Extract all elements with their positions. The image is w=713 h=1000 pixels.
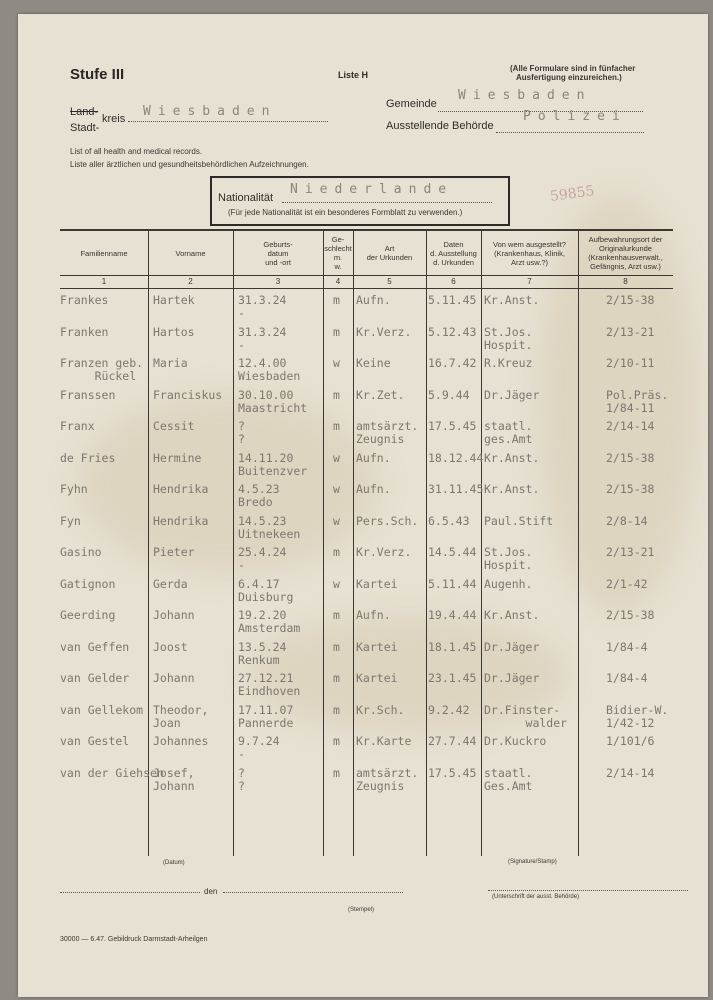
column-number: 5 [387,277,392,286]
copies-note-2: Ausfertigung einzureichen.) [516,73,622,82]
table-cell: w [333,482,340,496]
table-cell: 2/13-21 [606,324,655,339]
table-cell: 5.9.44 [428,387,470,402]
date-line [223,892,403,893]
column-divider [148,229,149,856]
table-cell: Dr.Jäger [484,387,540,402]
table-cell: Dr.Finster- walder [484,702,568,730]
table-cell: van Gelder [60,671,130,685]
column-divider [481,229,482,856]
table-cell: Paul.Stift [484,513,554,528]
table-cell: Aufn. [356,450,391,465]
table-cell: Franssen [60,387,116,402]
column-header: Vorname [175,248,206,258]
table-cell: m [333,702,340,717]
table-cell: Kr.Karte [356,734,412,748]
table-cell: 5.12.43 [428,324,477,339]
printer-line: 30000 — 6.47. Gebildruck Darmstadt-Arheilgen [60,936,208,943]
table-cell: 31.3.24 - [238,324,287,352]
table-cell: m [333,734,340,748]
table-cell: w [333,450,340,465]
stadt-label: Stadt- [70,122,100,134]
table-cell: 5.11.45 [428,293,477,307]
table-cell: 14.5.23 Uitnekeen [238,513,301,541]
table-cell: w [333,576,340,591]
behoerde-label: Ausstellende Behörde [386,120,494,132]
table-cell: 2/15-38 [606,450,655,465]
column-divider [353,229,354,856]
table-cell: Kr.Anst. [484,293,540,307]
table-cell: 19.4.44 [428,608,477,622]
table-cell: 31.3.24 - [238,293,287,320]
column-number: 3 [275,277,281,286]
table-cell: Augenh. [484,576,533,591]
table-cell: 6.5.43 [428,513,470,528]
behoerde-underline [496,132,644,133]
kreis-underline [128,121,328,122]
table-cell: Kr.Verz. [356,545,412,559]
table-cell: Johann [153,608,195,622]
english-subtitle: List of all health and medical records. [70,147,203,156]
table-cell: van Gestel [60,734,130,748]
table-cell: 2/15-38 [606,608,655,622]
table-cell: Kr.Anst. [484,482,540,496]
table-cell: Kr.Anst. [484,608,540,622]
table-cell: m [333,387,340,402]
pencil-number: 59855 [549,182,596,206]
table-cell: m [333,639,340,654]
table-cell: 2/14-14 [606,419,655,433]
table-cell: Franx [60,419,95,433]
table-cell: Franken [60,324,109,339]
table-cell: 2/1-42 [606,576,648,591]
nationality-label: Nationalität [218,192,274,204]
column-header: Aufbewahrungsort der Originalurkunde (Krankenhausverwalt., Gefängnis, Arzt usw.) [588,235,663,271]
den-label: den [204,887,218,896]
table-cell: Geerding [60,608,116,622]
table-cell: 30.10.00 Maastricht [238,387,308,415]
list-label: Liste H [338,70,369,80]
table-cell: Johann [153,671,195,685]
table-cell: m [333,671,340,685]
gemeinde-label: Gemeinde [386,98,437,110]
table-cell: 2/13-21 [606,545,655,559]
table-cell: Hermine [153,450,202,465]
signature-label: (Signature/Stamp) [508,859,557,865]
table-cell: Fyn [60,513,81,528]
column-header: Art der Urkunden [366,244,413,262]
table-cell: 2/15-38 [606,482,655,496]
behoerde-value: Polizei [523,109,627,124]
column-number: 2 [188,277,193,286]
table-cell: Aufn. [356,482,391,496]
table-cell: 14.11.20 Buitenzver [238,450,308,478]
table-cell: m [333,293,340,307]
table-number-rule [60,288,673,289]
table-cell: Fyhn [60,482,88,496]
table-cell: Kr.Sch. [356,702,405,717]
table-cell: 16.7.42 [428,356,477,370]
column-header: Daten d. Ausstellung d. Urkunden [430,239,477,267]
column-number: 7 [527,277,532,286]
column-number: 6 [451,277,456,286]
table-cell: m [333,324,340,339]
german-subtitle: Liste aller ärztlichen und gesundheitsbehördlichen Aufzeichnungen. [70,160,309,169]
table-header-rule [60,275,673,276]
column-divider [323,229,324,856]
gemeinde-value: Wiesbaden [458,88,592,103]
table-cell: Franzen geb. Rückel [60,356,144,383]
table-cell: w [333,356,340,370]
table-cell: 1/84-4 [606,639,648,654]
table-cell: m [333,545,340,559]
table-cell: Gasino [60,545,102,559]
table-cell: staatl. Ges.Amt [484,765,533,793]
column-header: Familienname [80,248,128,258]
table-cell: Frankes [60,293,109,307]
table-cell: 12.4.00 Wiesbaden [238,356,301,383]
table-cell: Aufn. [356,293,391,307]
table-cell: 25.4.24 - [238,545,287,572]
column-number: 4 [335,277,341,286]
table-cell: ? ? [238,765,245,793]
table-cell: Aufn. [356,608,391,622]
table-cell: de Fries [60,450,116,465]
table-cell: 9.7.24 - [238,734,280,761]
table-cell: Joost [153,639,188,654]
table-cell: Kr.Anst. [484,450,540,465]
table-cell: Kartei [356,576,398,591]
place-line [60,892,200,893]
nationality-value: Niederlande [290,182,454,197]
table-cell: Dr.Kuckro [484,734,547,748]
table-cell: Cessit [153,419,195,433]
table-cell: Kartei [356,639,398,654]
table-cell: Pieter [153,545,195,559]
table-cell: 2/15-38 [606,293,655,307]
land-label-struck: Land- [70,106,99,118]
table-cell: Hendrika [153,482,209,496]
table-cell: m [333,419,340,433]
table-cell: Hartos [153,324,195,339]
date-label: (Datum) [163,860,185,866]
table-cell: van Geffen [60,639,130,654]
table-cell: 6.4.17 Duisburg [238,576,294,604]
kreis-value: Wiesbaden [143,104,277,119]
nationality-note: (Für jede Nationalität ist ein besonderes Formblatt zu verwenden.) [228,208,463,217]
table-cell: 18.12.44 [428,450,484,465]
table-cell: Keine [356,356,391,370]
table-cell: 4.5.23 Bredo [238,482,280,509]
table-cell: 17.5.45 [428,419,477,433]
table-cell: 2/14-14 [606,765,655,780]
table-cell: Pers.Sch. [356,513,419,528]
table-cell: amtsärzt. Zeugnis [356,765,419,793]
table-cell: amtsärzt. Zeugnis [356,419,419,446]
table-cell: Dr.Jäger [484,671,540,685]
nationality-underline [282,202,492,203]
table-cell: 18.1.45 [428,639,477,654]
table-cell: Hartek [153,293,195,307]
column-header: Von wem ausgestellt? (Krankenhaus, Klinik, Arzt usw.?) [493,239,566,267]
table-cell: 1/84-4 [606,671,648,685]
table-cell: m [333,765,340,780]
table-cell: Pol.Präs. 1/84-11 [606,387,669,415]
table-cell: Maria [153,356,188,370]
column-header: Geburts- datum und -ort [263,239,293,267]
table-cell: 13.5.24 Renkum [238,639,287,667]
table-cell: 9.2.42 [428,702,470,717]
table-cell: 14.5.44 [428,545,477,559]
table-cell: St.Jos. Hospit. [484,324,533,352]
column-number: 8 [623,277,628,286]
table-cell: Kr.Verz. [356,324,412,339]
table-cell: Dr.Jäger [484,639,540,654]
table-cell: Kartei [356,671,398,685]
table-cell: van Gellekom [60,702,144,717]
table-cell: Bidier-W. 1/42-12 [606,702,669,730]
unterschrift-label: (Unterschrift der ausst. Behörde) [492,894,580,900]
column-divider [426,229,427,856]
table-cell: m [333,608,340,622]
table-cell: Gerda [153,576,188,591]
table-cell: van der Giehsen [60,765,164,780]
table-cell: 2/8-14 [606,513,648,528]
column-divider [233,229,234,856]
form-level-title: Stufe III [70,66,125,83]
table-cell: Johannes [153,734,209,748]
table-cell: Franciskus [153,387,223,402]
kreis-label: kreis [102,113,126,125]
table-cell: 2/10-11 [606,356,655,370]
copies-note-1: (Alle Formulare sind in fünfacher [510,64,636,73]
table-cell: ? ? [238,419,245,446]
signature-line [488,890,688,891]
table-cell: Theodor, Joan [153,702,209,730]
table-cell: 27.12.21 Eindhoven [238,671,301,698]
table-top-rule [60,229,673,231]
column-header: Ge- schlecht m. w. [324,235,352,271]
table-cell: St.Jos. Hospit. [484,545,533,572]
table-cell: 31.11.45 [428,482,484,496]
stempel-label: (Stempel) [348,907,375,913]
table-cell: 23.1.45 [428,671,477,685]
table-cell: Josef, Johann [153,765,195,793]
table-cell: 1/101/6 [606,734,655,748]
form-page [18,14,708,997]
table-cell: R.Kreuz [484,356,533,370]
table-cell: staatl. ges.Amt [484,419,533,446]
table-cell: 5.11.44 [428,576,477,591]
table-cell: Kr.Zet. [356,387,405,402]
column-divider [578,229,579,856]
table-cell: 19.2.20 Amsterdam [238,608,301,635]
column-number: 1 [101,277,107,286]
table-cell: w [333,513,340,528]
table-cell: 17.5.45 [428,765,477,780]
table-cell: Hendrika [153,513,209,528]
table-cell: Gatignon [60,576,116,591]
table-cell: 17.11.07 Pannerde [238,702,294,730]
table-cell: 27.7.44 [428,734,477,748]
